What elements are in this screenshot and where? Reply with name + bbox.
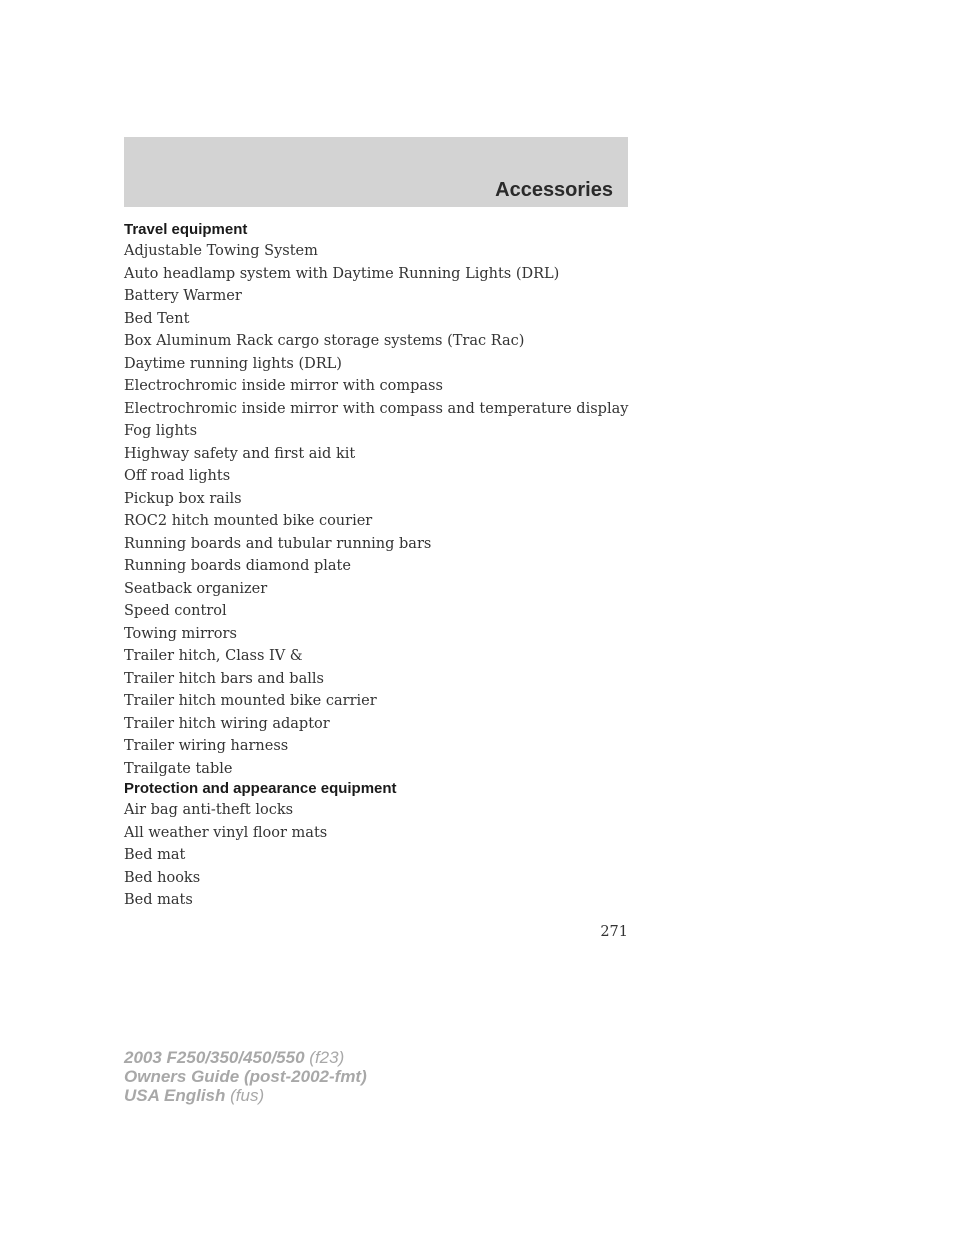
- list-item: Trailer wiring harness: [124, 738, 289, 754]
- list-item: Electrochromic inside mirror with compass: [124, 378, 443, 394]
- travel-equipment-list: [124, 240, 628, 780]
- page-number: 271: [600, 924, 628, 940]
- list-item: Seatback organizer: [124, 580, 268, 597]
- list-item: Off road lights: [124, 468, 231, 484]
- list-item: Bed mat: [124, 847, 186, 863]
- section-heading-travel-equipment: Travel equipment: [124, 221, 248, 238]
- list-item: Trailer hitch wiring adaptor: [124, 715, 330, 732]
- list-item: Bed hooks: [124, 869, 201, 886]
- footer-language: USA English: [124, 1086, 226, 1105]
- footer-model-code: (f23): [309, 1048, 345, 1067]
- list-item: Electrochromic inside mirror with compass and temperature display: [124, 400, 629, 417]
- footer-model-line: [124, 1048, 367, 1067]
- list-item: Fog lights: [124, 423, 198, 439]
- list-item: Air bag anti-theft locks: [124, 802, 294, 818]
- list-item: Running boards and tubular running bars: [124, 535, 432, 552]
- list-item: Box Aluminum Rack cargo storage systems (Trac Rac): [124, 333, 525, 349]
- list-item: Towing mirrors: [124, 625, 237, 642]
- list-item: Trailer hitch, Class IV &: [124, 648, 303, 664]
- list-item: Battery Warmer: [124, 288, 242, 304]
- footer-language-code: (fus): [230, 1086, 265, 1105]
- list-item: All weather vinyl floor mats: [124, 824, 328, 841]
- list-item: Speed control: [124, 603, 227, 619]
- section-heading-protection-appearance: Protection and appearance equipment: [124, 780, 397, 797]
- footer-model: 2003 F250/350/450/550: [124, 1048, 305, 1067]
- list-item: Running boards diamond plate: [124, 558, 351, 574]
- footer-guide: Owners Guide (post-2002-fmt): [124, 1067, 367, 1086]
- list-item: ROC2 hitch mounted bike courier: [124, 513, 373, 529]
- list-item: Trailer hitch bars and balls: [124, 670, 324, 687]
- page-title: Accessories: [495, 179, 613, 201]
- protection-appearance-list: [124, 799, 327, 912]
- list-item: Bed mats: [124, 892, 193, 908]
- list-item: Trailgate table: [124, 760, 233, 777]
- header-band: [124, 137, 628, 207]
- list-item: Auto headlamp system with Daytime Running Lights (DRL): [124, 265, 560, 282]
- list-item: Pickup box rails: [124, 490, 242, 507]
- list-item: Highway safety and first aid kit: [124, 445, 356, 462]
- footer-language-line: [124, 1086, 367, 1105]
- list-item: Trailer hitch mounted bike carrier: [124, 693, 377, 709]
- list-item: Adjustable Towing System: [124, 243, 318, 259]
- document-footer: [124, 1048, 367, 1105]
- list-item: Bed Tent: [124, 310, 190, 327]
- list-item: Daytime running lights (DRL): [124, 355, 342, 372]
